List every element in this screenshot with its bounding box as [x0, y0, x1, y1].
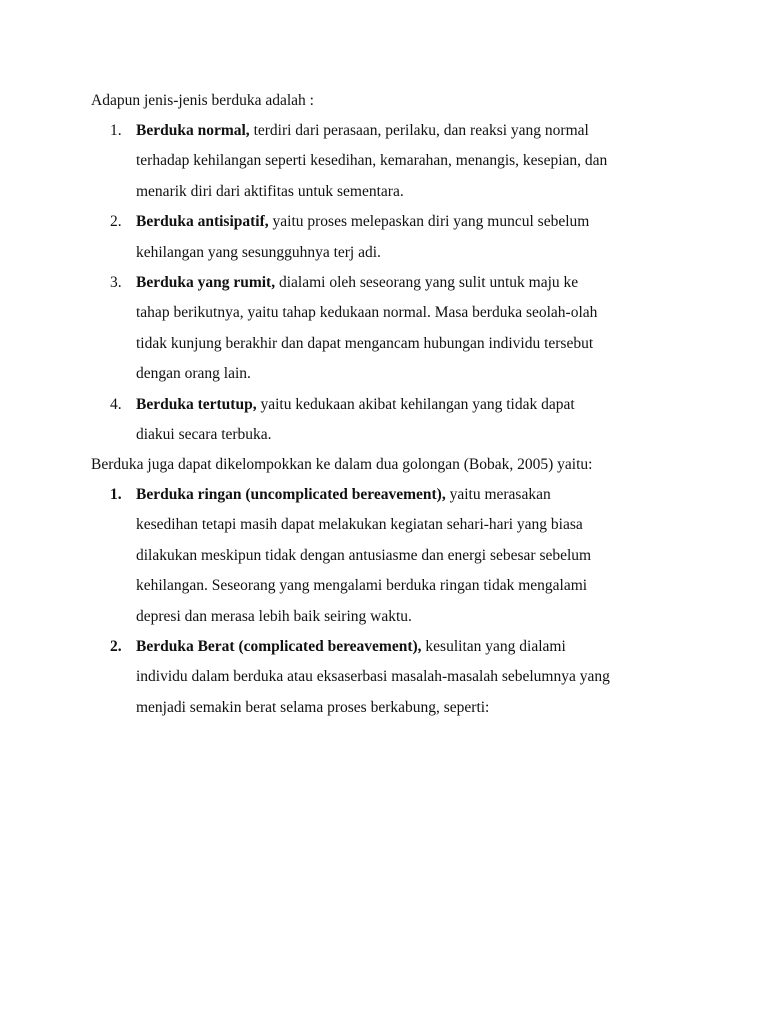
list-item-line: kehilangan. Seseorang yang mengalami berduka ringan tidak mengalami — [136, 577, 588, 595]
list-item-term: Berduka tertutup, — [136, 395, 257, 413]
list-item-first-line: terdiri dari perasaan, perilaku, dan reaksi yang normal — [249, 122, 589, 139]
list-item-text — [136, 116, 676, 207]
list-item-term: Berduka Berat (complicated bereavement), — [136, 638, 422, 656]
list-item-line: dengan orang lain. — [136, 365, 251, 383]
list-item-text — [136, 632, 676, 723]
list-item-number: 1. — [110, 122, 122, 139]
grief-categories-list — [0, 480, 676, 723]
list-item-line: menjadi semakin berat selama proses berkabung, seperti: — [136, 698, 490, 716]
list-item-line: menarik diri dari aktifitas untuk sementara. — [136, 182, 404, 200]
list-item-term: Berduka ringan (uncomplicated bereavement), — [136, 486, 446, 503]
list-item-line: dilakukan meskipun tidak dengan antusiasme dan energi sebesar sebelum — [136, 546, 592, 564]
list-item-line: tahap berikutnya, yaitu tahap kedukaan normal. Masa berduka seolah-olah — [136, 304, 598, 322]
list-item-line: terhadap kehilangan seperti kesedihan, kemarahan, menangis, kesepian, dan — [136, 152, 608, 170]
list-item — [0, 390, 676, 451]
list-item-text — [136, 268, 676, 390]
list-item-number: 2. — [110, 213, 122, 231]
grief-types-list — [0, 116, 676, 450]
list-item-line: individu dalam berduka atau eksaserbasi masalah-masalah sebelumnya yang — [136, 668, 610, 686]
list-item — [0, 632, 676, 723]
list-item-first-line: kesulitan yang dialami — [421, 638, 566, 656]
list-item-number: 3. — [110, 274, 122, 292]
list-item-first-line: dialami oleh seseorang yang sulit untuk maju ke — [275, 274, 579, 292]
list-item-first-line: yaitu kedukaan akibat kehilangan yang tidak dapat — [256, 395, 575, 413]
list-item-text — [136, 480, 676, 632]
list-item — [0, 207, 676, 268]
list-item-line: tidak kunjung berakhir dan dapat mengancam hubungan individu tersebut — [136, 334, 594, 352]
list-item-line: kesedihan tetapi masih dapat melakukan kegiatan sehari-hari yang biasa — [136, 516, 583, 534]
list-item-line: diakui secara terbuka. — [136, 426, 272, 444]
list-item-term: Berduka antisipatif, — [136, 213, 269, 231]
list-item-number: 1. — [110, 486, 122, 503]
list-item-term: Berduka yang rumit, — [136, 274, 276, 292]
list-item-number: 2. — [110, 638, 122, 656]
list-item-line: depresi dan merasa lebih baik seiring waktu. — [136, 607, 412, 625]
list-item-text — [136, 390, 676, 451]
list-item-number: 4. — [110, 395, 122, 413]
intro-paragraph-1: Adapun jenis-jenis berduka adalah : — [91, 92, 314, 109]
intro-paragraph-2: Berduka juga dapat dikelompokkan ke dalam dua golongan (Bobak, 2005) yaitu: — [91, 456, 593, 473]
list-item-line: kehilangan yang sesungguhnya terj adi. — [136, 243, 381, 261]
list-item-text — [136, 207, 676, 268]
list-item-first-line: yaitu proses melepaskan diri yang muncul sebelum — [268, 213, 590, 231]
list-item-term: Berduka normal, — [136, 122, 250, 139]
list-item — [0, 480, 676, 632]
list-item — [0, 268, 676, 390]
list-item — [0, 116, 676, 207]
list-item-first-line: yaitu merasakan — [445, 486, 551, 503]
